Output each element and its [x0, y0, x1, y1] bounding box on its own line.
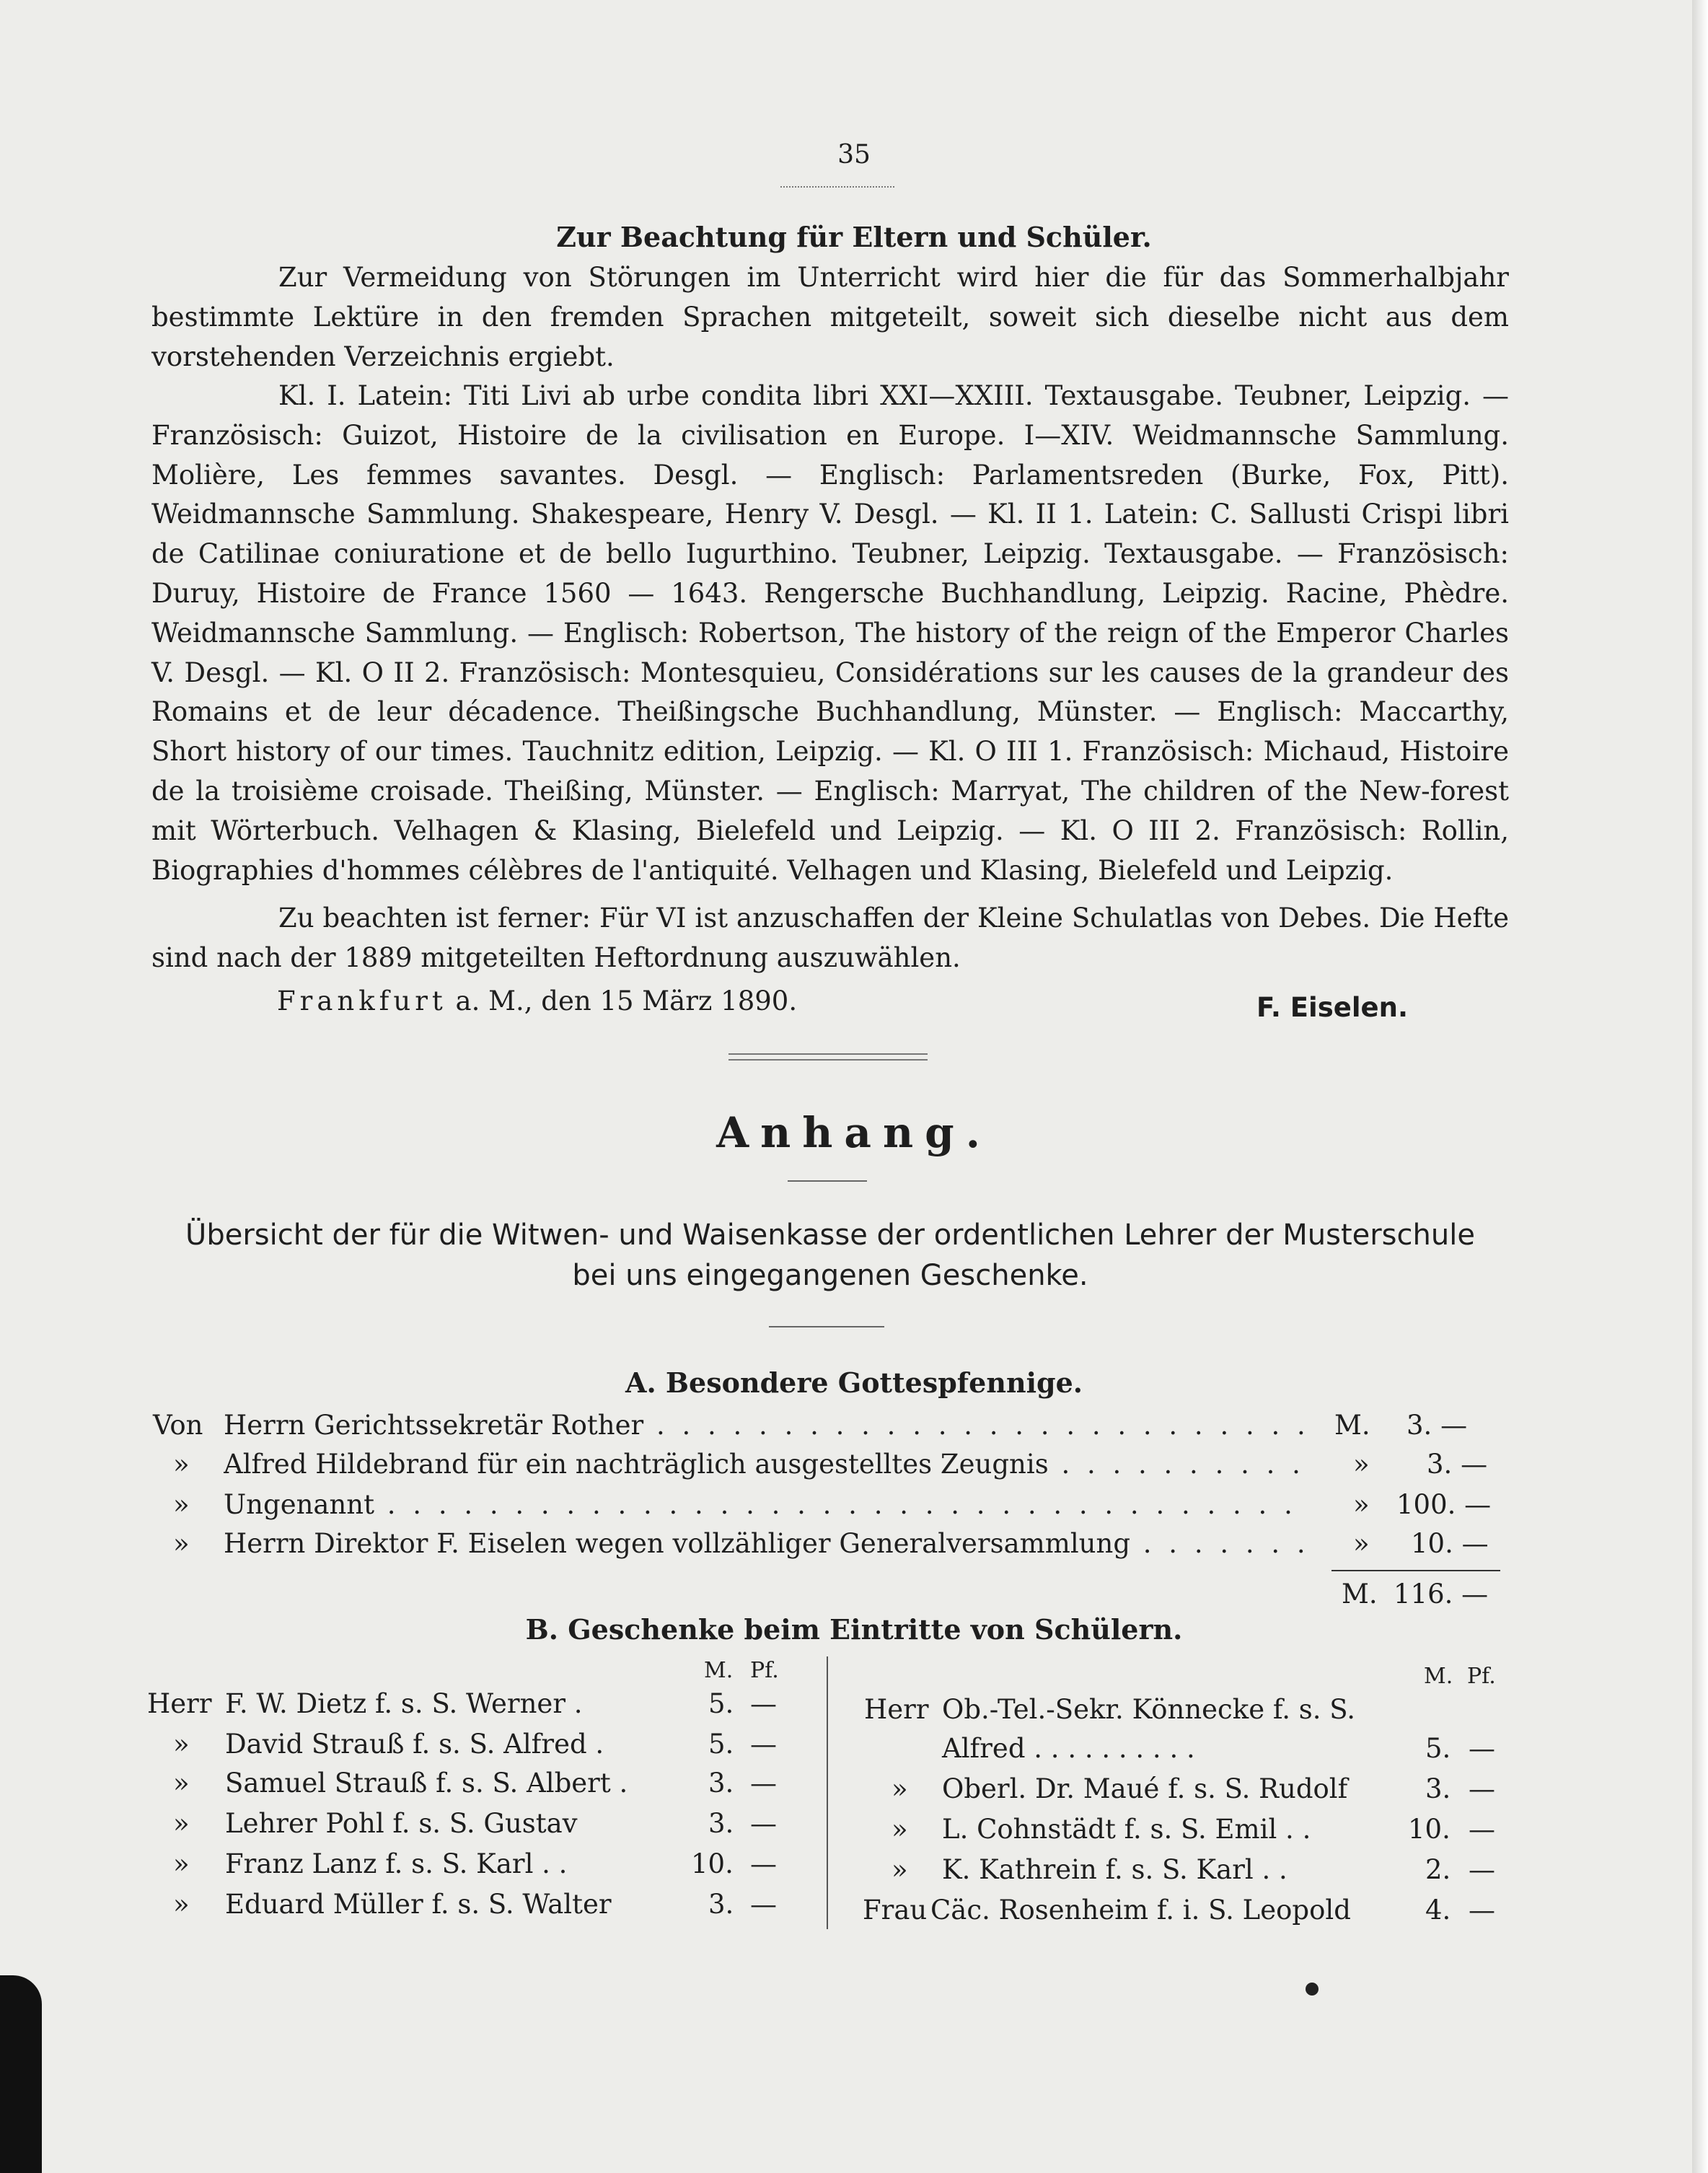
- gift-pf: —: [750, 1808, 777, 1839]
- notice-title: Zur Beachtung für Eltern und Schüler.: [556, 221, 1152, 253]
- gift-pf: —: [1469, 1733, 1495, 1764]
- gift-m: 4.: [1425, 1895, 1451, 1926]
- gift-name: K. Kathrein f. s. S. Karl . .: [942, 1854, 1287, 1885]
- sum-rule: [1331, 1570, 1500, 1571]
- row-unit: »: [1353, 1528, 1370, 1559]
- gift-prefix: »: [173, 1848, 190, 1879]
- gift-name: L. Cohnstädt f. s. S. Emil . .: [942, 1814, 1311, 1845]
- appendix-title: Anhang.: [716, 1108, 992, 1157]
- col-header-m: M.: [1424, 1664, 1453, 1689]
- gift-prefix: Herr: [147, 1688, 212, 1719]
- gift-m: 5.: [708, 1729, 734, 1760]
- gift-m: 10.: [691, 1848, 734, 1879]
- row-text: Alfred Hildebrand für ein nachträglich ausgestelltes Zeugnis . . .: [224, 1449, 1306, 1480]
- gift-name: Ob.-Tel.-Sekr. Könnecke f. s. S.: [942, 1694, 1356, 1725]
- gift-prefix: Frau: [863, 1895, 928, 1926]
- notice-paragraph-reading-list: Kl. I. Latein: Titi Livi ab urbe condita libri XXI—XXIII. Textausgabe. Teubner, Leipzig. — Französisch: Guizot, Histoire de la civilisation en Europe. I—XIV. Weidmannsche Sammlung. Molière, Les femmes savantes. Desgl. — Englisch: Parlamentsreden (Burke, Fox, Pitt). Weidmannsche Sammlung. Shakespeare, Henry V. Desgl. — Kl. II 1. Latein: C. Sallusti Crispi libri de Catilinae coniuratione et de bello Iugurthino. Teubner, Leipzig. Textausgabe. — Französisch: Duruy, Histoire de France 1560 — 1643. Rengersche Buchhandlung, Leipzig. Racine, Phèdre. Weidmannsche Sammlung. — Englisch: Robertson, The history of the reign of the Emperor Charles V. Desgl. — Kl. O II 2. Französisch: Montesquieu, Considérations sur les causes de la grandeur des Romains et de leur décadence. Theißingsche Buchhandlung, Münster. — Englisch: Maccarthy, Short history of our times. Tauchnitz edition, Leipzig. — Kl. O III 1. Französisch: Michaud, Histoire de la troisième croisade. Theißing, Münster. — Englisch: Marryat, The children of the New-forest mit Wörterbuch. Velhagen & Klasing, Bielefeld und Leipzig. — Kl. O III 2. Französisch: Rollin, Biographies d'hommes célèbres de l'antiquité. Velhagen und Klasing, Bielefeld und Leipzig.: [151, 380, 1509, 886]
- col-header-pf: Pf.: [750, 1658, 779, 1683]
- gift-pf: —: [750, 1729, 777, 1760]
- overview-line-2: bei uns eingegangenen Geschenke.: [572, 1259, 1088, 1292]
- gift-name: Samuel Strauß f. s. S. Albert .: [225, 1768, 628, 1799]
- gift-m: 5.: [1425, 1733, 1451, 1764]
- gift-row: [0, 1854, 1708, 1893]
- gift-prefix: »: [173, 1889, 190, 1920]
- row-prefix: Von: [153, 1410, 203, 1441]
- col-header-pf: Pf.: [1467, 1664, 1496, 1689]
- date-line: [277, 985, 797, 1017]
- gift-m: 3.: [708, 1768, 734, 1799]
- gift-pf: —: [750, 1848, 777, 1879]
- row-prefix: »: [173, 1489, 190, 1520]
- gift-pf: —: [1469, 1895, 1495, 1926]
- gift-name: Alfred . . . . . . . . . .: [942, 1733, 1195, 1764]
- gift-row: [0, 1773, 1708, 1812]
- ink-blot: [0, 1975, 42, 2173]
- gift-m: 3.: [1425, 1773, 1451, 1804]
- page-number: 35: [837, 140, 871, 170]
- gift-name: David Strauß f. s. S. Alfred .: [225, 1729, 604, 1760]
- gift-row: [0, 1694, 1708, 1733]
- gift-m: 5.: [708, 1688, 734, 1719]
- gift-name: Franz Lanz f. s. S. Karl . .: [225, 1848, 568, 1879]
- row-unit: »: [1353, 1449, 1370, 1480]
- ink-dot: [1306, 1983, 1319, 1996]
- row-amount: 100. —: [1396, 1489, 1492, 1520]
- section-b-title: B. Geschenke beim Eintritte von Schülern.: [525, 1613, 1183, 1646]
- gift-m: 2.: [1425, 1854, 1451, 1885]
- place-name: Frankfurt: [277, 985, 447, 1017]
- donation-row: [0, 1528, 1708, 1567]
- row-amount: 3. —: [1407, 1410, 1468, 1441]
- total-unit: M.: [1342, 1579, 1378, 1610]
- total-row: [0, 1579, 1708, 1617]
- gift-name: Oberl. Dr. Maué f. s. S. Rudolf: [942, 1773, 1348, 1804]
- gift-pf: —: [750, 1688, 777, 1719]
- donation-row: [0, 1489, 1708, 1528]
- gift-name: F. W. Dietz f. s. S. Werner .: [225, 1688, 583, 1719]
- notice-paragraph-note: Zu beachten ist ferner: Für VI ist anzuschaffen der Kleine Schulatlas von Debes. Die Hefte sind nach der 1889 mitgeteilten Heftordnung auszuwählen.: [151, 903, 1509, 973]
- row-prefix: »: [173, 1528, 190, 1559]
- gift-prefix: »: [173, 1729, 190, 1760]
- donation-row: [0, 1410, 1708, 1449]
- ornament-rule: [780, 179, 894, 188]
- date-text: a. M., den 15 März 1890.: [455, 985, 798, 1017]
- gift-prefix: Herr: [864, 1694, 929, 1725]
- gift-pf: —: [1469, 1814, 1495, 1845]
- gift-row: [0, 1814, 1708, 1853]
- row-amount: 10. —: [1411, 1528, 1489, 1559]
- section-a-title: A. Besondere Gottespfennige.: [625, 1366, 1083, 1399]
- gift-prefix: »: [892, 1773, 908, 1804]
- total-amount: 116. —: [1394, 1579, 1489, 1610]
- row-text: Ungenannt . . .: [224, 1489, 1306, 1520]
- donation-row: [0, 1449, 1708, 1488]
- gift-m: 3.: [708, 1808, 734, 1839]
- gift-name: Cäc. Rosenheim f. i. S. Leopold: [930, 1895, 1351, 1926]
- row-amount: 3. —: [1427, 1449, 1488, 1480]
- overview-line-1: Übersicht der für die Witwen- und Waisenkasse der ordentlichen Lehrer der Musterschule: [185, 1219, 1475, 1252]
- gift-name: Eduard Müller f. s. S. Walter: [225, 1889, 612, 1920]
- gift-row: [0, 1895, 1708, 1933]
- gift-m: 3.: [708, 1889, 734, 1920]
- gift-m: 10.: [1408, 1814, 1451, 1845]
- gift-prefix: »: [892, 1814, 908, 1845]
- gift-row: [0, 1733, 1708, 1772]
- row-text: Herrn Direktor F. Eiselen wegen vollzähliger Generalversammlung . . .: [224, 1528, 1306, 1559]
- gift-prefix: »: [173, 1808, 190, 1839]
- appendix-overview: [151, 1215, 1509, 1296]
- row-prefix: »: [173, 1449, 190, 1480]
- gift-prefix: »: [892, 1854, 908, 1885]
- gift-pf: —: [1469, 1854, 1495, 1885]
- row-unit: M.: [1334, 1410, 1370, 1441]
- gift-pf: —: [1469, 1773, 1495, 1804]
- col-header-m: M.: [704, 1658, 734, 1683]
- double-divider: [728, 1053, 928, 1061]
- gift-prefix: »: [173, 1768, 190, 1799]
- gift-name: Lehrer Pohl f. s. S. Gustav: [225, 1808, 578, 1839]
- signature: F. Eiselen.: [1256, 992, 1409, 1023]
- divider: [769, 1326, 884, 1327]
- gift-pf: —: [750, 1889, 777, 1920]
- row-text: Herrn Gerichtssekretär Rother . . .: [224, 1410, 1306, 1441]
- divider: [788, 1180, 867, 1182]
- gift-pf: —: [750, 1768, 777, 1799]
- notice-paragraph-intro: Zur Vermeidung von Störungen im Unterricht wird hier die für das Sommerhalbjahr bestimmte Lektüre in den fremden Sprachen mitgeteilt, soweit sich dieselbe nicht aus dem vorstehenden Verzeichnis ergiebt.: [151, 262, 1509, 372]
- row-unit: »: [1353, 1489, 1370, 1520]
